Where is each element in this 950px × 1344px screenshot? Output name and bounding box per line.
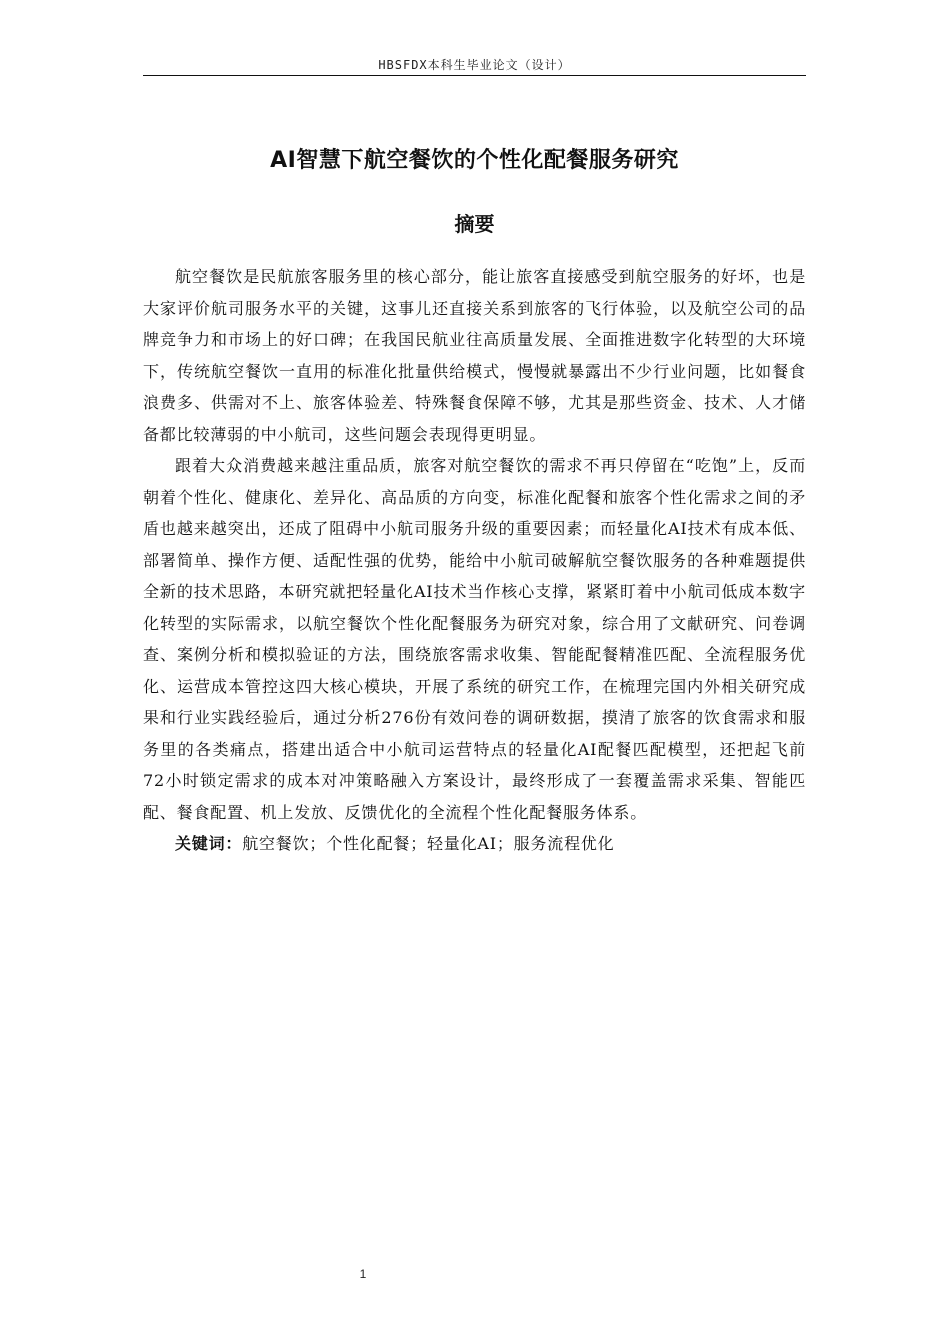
abstract-paragraph-1: 航空餐饮是民航旅客服务里的核心部分，能让旅客直接感受到航空服务的好坏，也是大家评价航司服务水平的关键，这事儿还直接关系到旅客的飞行体验，以及航空公司的品牌竞争力和市场上的好口碑；在我国民航业往高质量发展、全面推进数字化转型的大环境下，传统航空餐饮一直用的标准化批量供给模式，慢慢就暴露出不少行业问题，比如餐食浪费多、供需对不上、旅客体验差、特殊餐食保障不够，尤其是那些资金、技术、人才储备都比较薄弱的中小航司，这些问题会表现得更明显。 [143,267,806,444]
paper-title: AI智慧下航空餐饮的个性化配餐服务研究 [270,148,679,173]
abstract-body [143,261,806,860]
header-divider [143,75,806,76]
page-number: 1 [359,1267,367,1281]
abstract-paragraph-2: 跟着大众消费越来越注重品质，旅客对航空餐饮的需求不再只停留在“吃饱”上，反而朝着个性化、健康化、差异化、高品质的方向变，标准化配餐和旅客个性化需求之间的矛盾也越来越突出，还成了阻碍中小航司服务升级的重要因素；而轻量化AI技术有成本低、部署简单、操作方便、适配性强的优势，能给中小航司破解航空餐饮服务的各种难题提供全新的技术思路，本研究就把轻量化AI技术当作核心支撑，紧紧盯着中小航司低成本数字化转型的实际需求，以航空餐饮个性化配餐服务为研究对象，综合用了文献研究、问卷调查、案例分析和模拟验证的方法，围绕旅客需求收集、智能配餐精准匹配、全流程服务优化、运营成本管控这四大核心模块，开展了系统的研究工作，在梳理完国内外相关研究成果和行业实践经验后，通过分析276份有效问卷的调研数据，摸清了旅客的饮食需求和服务里的各类痛点，搭建出适合中小航司运营特点的轻量化AI配餐匹配模型，还把起飞前72小时锁定需求的成本对冲策略融入方案设计，最终形成了一套覆盖需求采集、智能匹配、餐食配置、机上发放、反馈优化的全流程个性化配餐服务体系。 [143,456,806,822]
abstract-heading: 摘要 [454,212,495,236]
keywords-label: 关键词： [175,834,243,853]
keywords-line [143,828,806,860]
keywords-text: 航空餐饮；个性化配餐；轻量化AI；服务流程优化 [242,834,615,853]
running-header: HBSFDX本科生毕业论文（设计） [378,58,571,72]
